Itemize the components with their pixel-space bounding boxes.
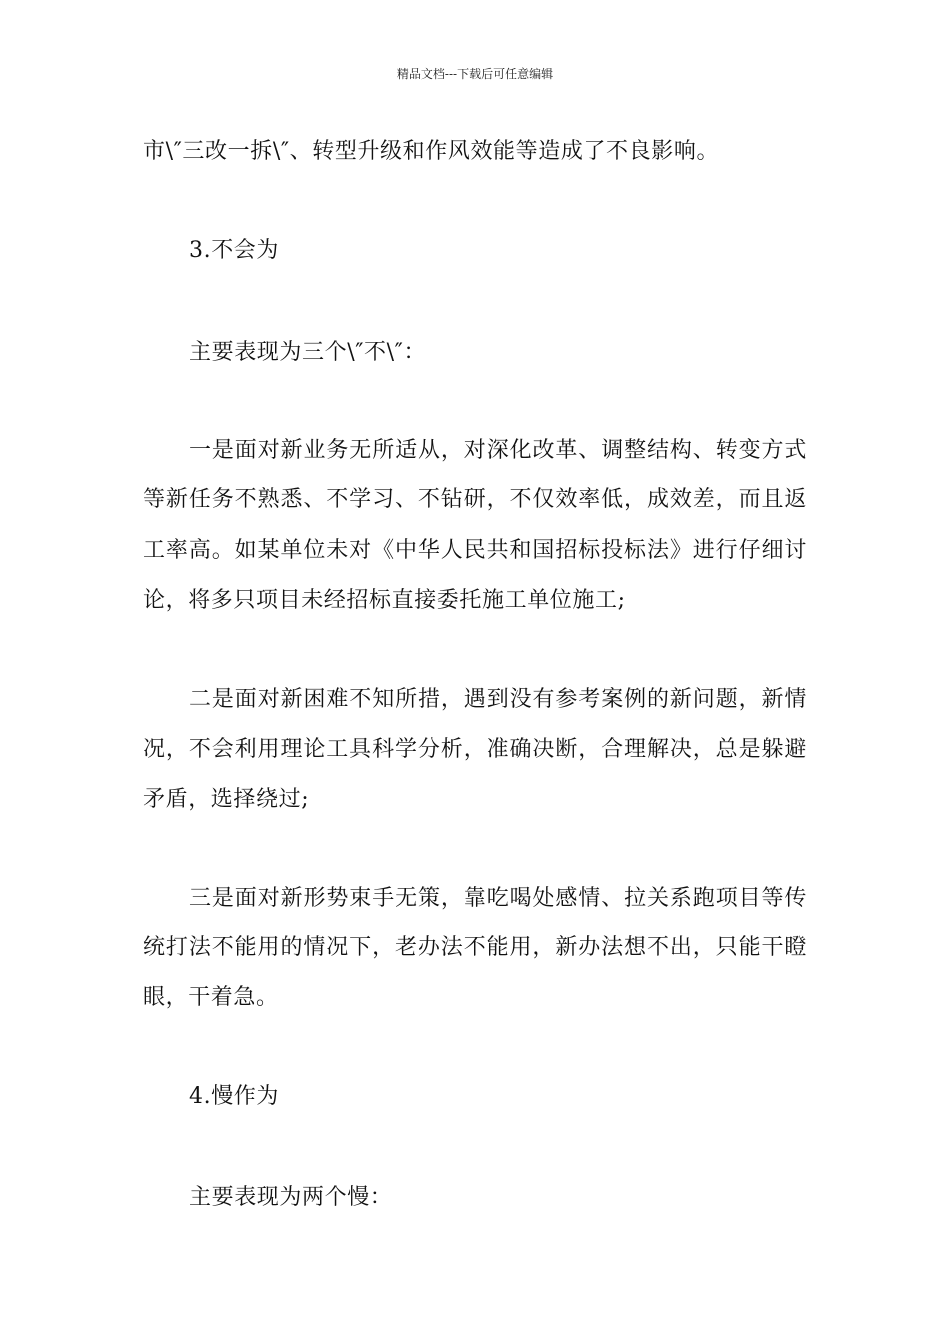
paragraph-line: 工率高。如某单位未对《中华人民共和国招标投标法》进行仔细讨 (143, 538, 807, 563)
paragraph-line: 二是面对新困难不知所措，遇到没有参考案例的新问题，新情 (189, 687, 807, 712)
paragraph-line: 况，不会利用理论工具科学分析，准确决断，合理解决，总是躲避 (143, 737, 807, 762)
body-line: 市\″三改一拆\″、转型升级和作风效能等造成了不良影响。 (143, 139, 720, 164)
paragraph-line: 等新任务不熟悉、不学习、不钻研，不仅效率低，成效差，而且返 (143, 487, 807, 512)
paragraph-line: 矛盾，选择绕过; (143, 787, 310, 812)
paragraph-intro-line: 主要表现为三个\″不\″： (189, 340, 427, 365)
paragraph-line: 论，将多只项目未经招标直接委托施工单位施工; (143, 588, 626, 613)
section-heading-3: 3.不会为 (189, 238, 279, 263)
paragraph-line: 三是面对新形势束手无策，靠吃喝处感情、拉关系跑项目等传 (189, 886, 807, 911)
paragraph-line: 眼，干着急。 (143, 985, 279, 1010)
paragraph-line: 统打法不能用的情况下，老办法不能用，新办法想不出，只能干瞪 (143, 935, 807, 960)
paragraph-intro-line: 主要表现为两个慢： (189, 1185, 393, 1210)
page-header: 精品文档---下载后可任意编辑 (396, 67, 554, 81)
paragraph-line: 一是面对新业务无所适从，对深化改革、调整结构、转变方式 (189, 438, 807, 463)
section-heading-4: 4.慢作为 (189, 1084, 279, 1109)
